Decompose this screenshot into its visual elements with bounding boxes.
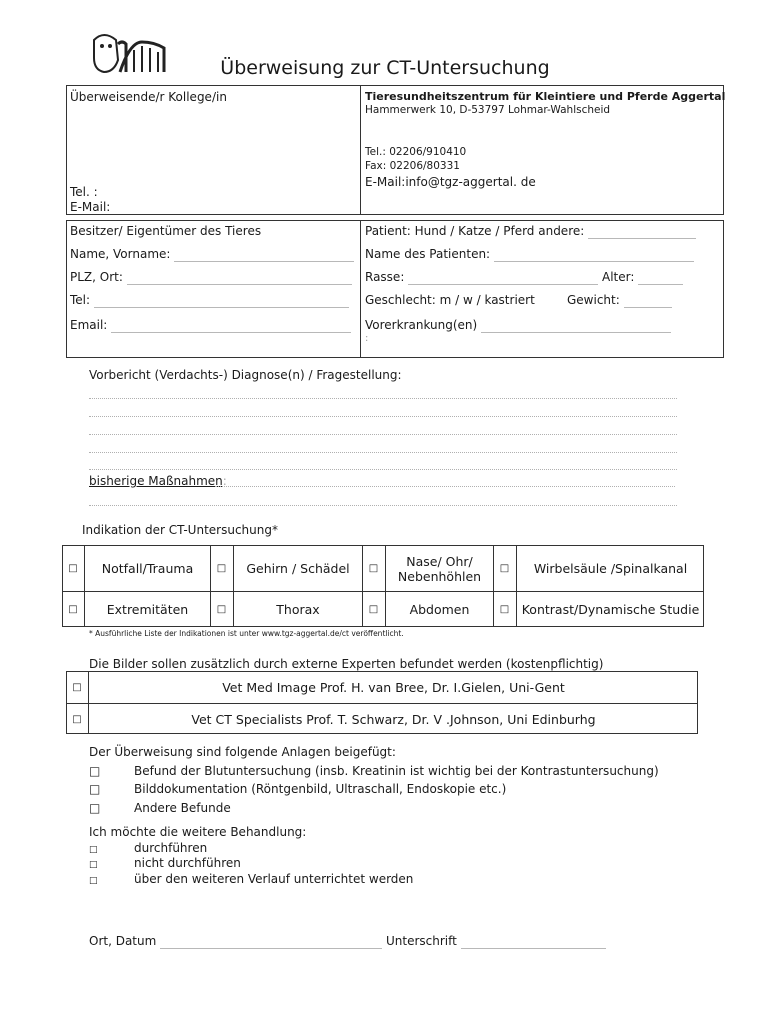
indication-contrast: Kontrast/Dynamische Studie [521,602,700,617]
referrer-tel-label: Tel. : [70,185,98,199]
place-date-field[interactable] [160,936,382,949]
clinic-name: Tieresundheitszentrum für Kleintiere und Pferde Aggertal [365,90,726,103]
report-line[interactable] [89,416,677,417]
indication-checkbox[interactable]: □ [68,604,78,615]
measures-label: bisherige Maßnahmen [89,474,223,488]
indication-checkbox[interactable]: □ [368,604,379,615]
owner-patient-box [66,220,724,358]
owner-name-label: Name, Vorname: [70,247,171,261]
owner-plz-label: PLZ, Ort: [70,270,123,284]
patient-age-label: Alter: [602,270,635,284]
measures-line[interactable] [215,486,675,487]
treatment-item-not-perform[interactable] [89,856,241,870]
clinic-fax: Fax: 02206/80331 [365,160,460,172]
measures-colon: : [222,474,227,488]
patient-species-other-field[interactable] [588,226,696,239]
indication-nose: Nase/ Ohr/ Nebenhöhlen [397,553,482,584]
owner-email-field[interactable] [111,320,351,333]
indication-thorax: Thorax [276,602,320,617]
indication-brain: Gehirn / Schädel [246,561,350,576]
patient-conditions-colon: : [365,333,369,344]
measures-line[interactable] [89,505,677,506]
treatment-heading: Ich möchte die weitere Behandlung: [89,825,307,839]
checkbox-icon: □ [89,782,101,796]
clinic-email: E-Mail:info@tgz-aggertal. de [365,175,536,189]
report-line[interactable] [89,469,677,470]
patient-breed-field[interactable] [408,272,598,285]
patient-weight-label: Gewicht: [567,293,620,307]
experts-heading: Die Bilder sollen zusätzlich durch externe Experten befundet werden (kostenpflichtig) [89,657,604,671]
signature-label: Unterschrift [386,934,457,948]
signature-field[interactable] [461,936,606,949]
attachment-label: Befund der Blutuntersuchung (insb. Kreatinin ist wichtig bei der Kontrastuntersuchung) [134,764,659,778]
attachment-item-blood[interactable] [89,764,659,778]
attachment-label: Bilddokumentation (Röntgenbild, Ultraschall, Endoskopie etc.) [134,782,507,796]
expert-option-edinburgh: Vet CT Specialists Prof. T. Schwarz, Dr. V .Johnson, Uni Edinburhg [191,711,596,727]
owner-heading: Besitzer/ Eigentümer des Tieres [70,224,262,238]
attachment-item-imaging[interactable] [89,782,507,796]
expert-checkbox-gent[interactable]: □ [72,682,82,693]
patient-weight-field[interactable] [624,295,672,308]
treatment-label: nicht durchführen [134,856,241,870]
attachment-item-other[interactable] [89,801,231,815]
owner-name-field[interactable] [174,249,354,262]
indication-abdomen: Abdomen [409,602,470,617]
owner-plz-field[interactable] [127,272,352,285]
treatment-label: durchführen [134,841,208,855]
treatment-item-inform[interactable] [89,872,414,886]
indication-footnote: * Ausführliche Liste der Indikationen ist unter www.tgz-aggertal.de/ct veröffentlicht. [89,629,404,638]
indication-spine: Wirbelsäule /Spinalkanal [533,561,688,576]
owner-email-label: Email: [70,318,108,332]
patient-heading: Patient: Hund / Katze / Pferd andere: [365,224,585,238]
patient-age-field[interactable] [638,272,683,285]
report-line[interactable] [89,398,677,399]
patient-name-label: Name des Patienten: [365,247,491,261]
indication-emergency: Notfall/Trauma [101,561,194,576]
checkbox-icon: □ [89,860,98,870]
report-heading: Vorbericht (Verdachts-) Diagnose(n) / Fragestellung: [89,368,402,382]
patient-sex-label: Geschlecht: m / w / kastriert [365,293,535,307]
place-date-label: Ort, Datum [89,934,157,948]
report-line[interactable] [89,452,677,453]
referrer-label: Überweisende/r Kollege/in [70,90,227,104]
checkbox-icon: □ [89,764,101,778]
clinic-address: Hammerwerk 10, D-53797 Lohmar-Wahlscheid [365,104,611,116]
indication-heading: Indikation der CT-Untersuchung* [82,523,278,537]
owner-tel-field[interactable] [94,295,349,308]
treatment-item-perform[interactable] [89,841,208,855]
indication-checkbox[interactable]: □ [499,604,510,615]
indication-checkbox[interactable]: □ [499,563,510,574]
owner-tel-label: Tel: [70,293,91,307]
attachment-label: Andere Befunde [134,801,231,815]
attachments-heading: Der Überweisung sind folgende Anlagen beigefügt: [89,745,396,759]
page-title: Überweisung zur CT-Untersuchung [220,57,550,79]
clinic-tel: Tel.: 02206/910410 [365,146,467,158]
patient-conditions-label: Vorerkrankung(en) [365,318,478,332]
indication-checkbox[interactable]: □ [216,563,227,574]
indication-checkbox[interactable]: □ [68,563,78,574]
checkbox-icon: □ [89,845,98,855]
patient-breed-label: Rasse: [365,270,405,284]
checkbox-icon: □ [89,876,98,886]
patient-name-field[interactable] [494,249,694,262]
treatment-label: über den weiteren Verlauf unterrichtet werden [134,872,414,886]
checkbox-icon: □ [89,801,101,815]
expert-option-gent: Vet Med Image Prof. H. van Bree, Dr. I.Gielen, Uni-Gent [222,680,565,695]
indication-checkbox[interactable]: □ [368,563,379,574]
indication-checkbox[interactable]: □ [216,604,227,615]
referrer-email-label: E-Mail: [70,200,111,214]
expert-checkbox-edinburgh[interactable]: □ [72,713,82,725]
patient-conditions-field[interactable] [481,320,671,333]
indication-extremities: Extremitäten [106,602,189,617]
report-line[interactable] [89,434,677,435]
